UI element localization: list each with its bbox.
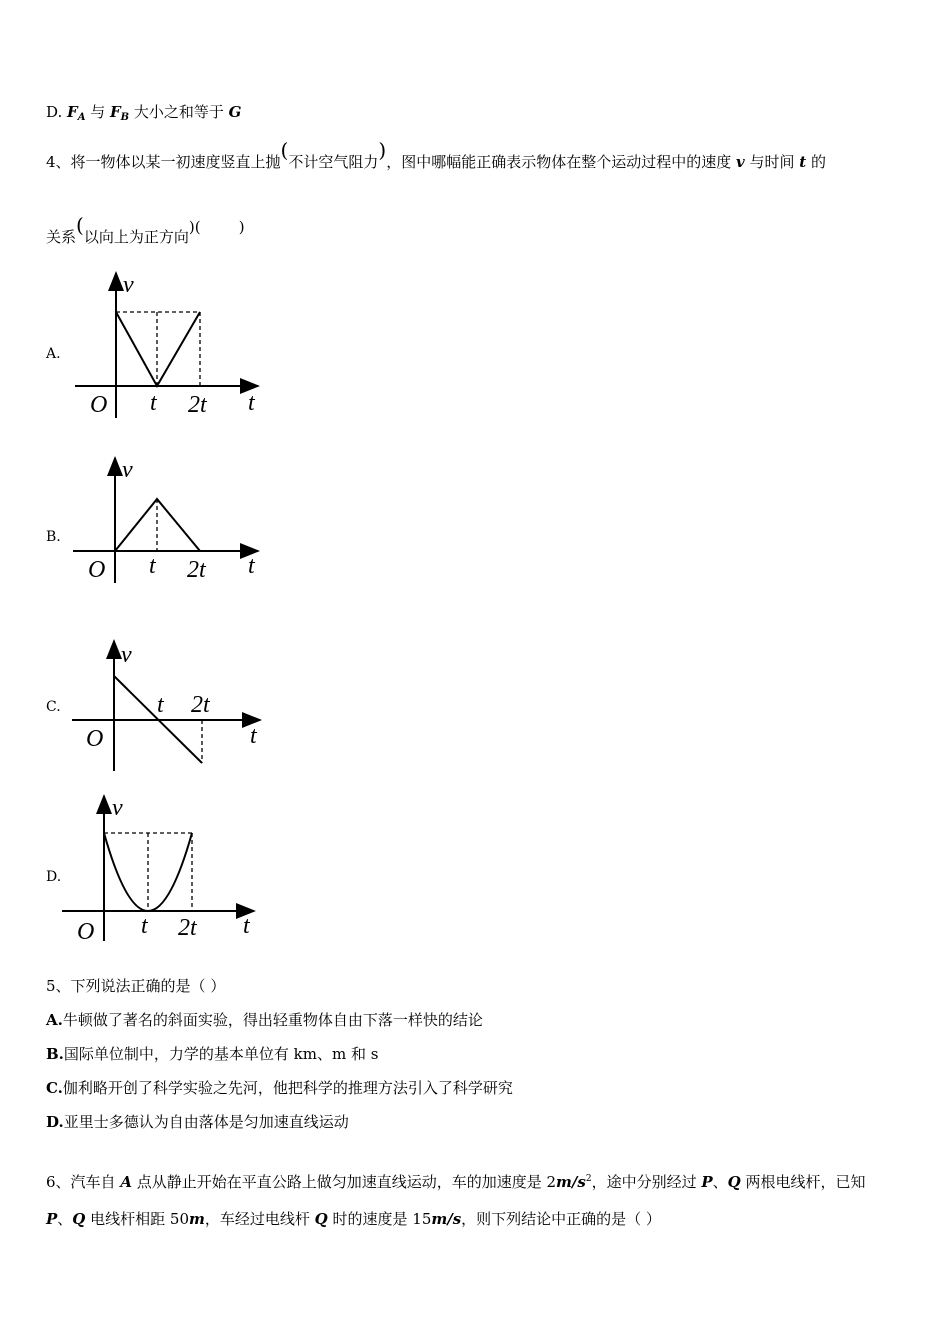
q6-l2-text-c: 时的速度是 15 [327,1210,432,1228]
q5-option-d-label: D. [46,1113,64,1131]
q6-dun: 、 [712,1173,728,1191]
q4-answer-paren [189,218,245,236]
q5-option-b-label: B. [46,1045,64,1063]
q5-option-c-label: C. [46,1079,63,1097]
q6-l2-text-b: ，车经过电线杆 [204,1210,315,1228]
label-2t: 2t [191,692,210,718]
q4-paren-close: ) [378,138,387,162]
label-t: t [150,390,157,416]
velocity-line [116,312,200,386]
q4-option-b-label[interactable]: B. [46,529,61,545]
label-o: O [90,392,108,418]
label-t-axis: t [248,553,255,579]
q4-var-v: v [735,153,745,171]
q6-stem-line1 [46,1171,866,1192]
label-2t: 2t [188,392,207,418]
label-t-axis: t [250,723,257,749]
q4-option-a-graph[interactable] [70,268,270,423]
q4-text-e: 的 [806,153,826,171]
q5-option-d-text: 亚里士多德认为自由落体是匀加速直线运动 [63,1113,349,1131]
q5-option-a-text: 牛顿做了著名的斜面实验，得出轻重物体自由下落一样快的结论 [62,1011,483,1029]
q5-option-c[interactable] [46,1077,513,1098]
q4-text-f: 关系 [46,228,77,246]
weight-g: G [228,103,242,121]
q4-stem-line1 [46,138,826,172]
label-o: O [86,726,104,752]
q6-l2-point-q2: Q [314,1210,328,1228]
q5-option-d[interactable] [46,1111,349,1132]
label-v: v [123,272,134,298]
label-t: t [149,553,156,579]
q6-l2-dun: 、 [57,1210,73,1228]
q5-option-b-text: 国际单位制中，力学的基本单位有 km、m 和 s [63,1045,379,1063]
q6-text-c: ，途中分别经过 [591,1173,702,1191]
q4-answer-blank[interactable] [201,218,239,236]
q5-option-b[interactable] [46,1043,378,1064]
q6-unit-ms-2: m/s [431,1210,462,1228]
label-v: v [122,457,133,483]
q6-text-d: 两根电线杆，已知 [740,1173,866,1191]
label-v: v [121,642,132,668]
q4-option-d-label[interactable]: D. [46,869,62,885]
label-v: v [112,795,123,821]
q4-option-c-graph[interactable] [70,638,270,773]
q3-option-d [46,101,241,123]
q4-paren-open: ( [280,138,289,162]
label-t: t [141,913,148,939]
q6-l2-point-q: Q [72,1210,86,1228]
label-2t: 2t [187,557,206,583]
q4-text-b: 不计空气阻力 [288,153,379,171]
q4-stem-line2 [46,213,245,247]
q6-unit-m: m [189,1210,205,1228]
q4-option-d-graph[interactable] [60,793,260,943]
force-fa-sub: A [77,112,86,123]
force-fb: F [110,103,121,121]
label-t-axis: t [248,390,255,416]
q4-text-c: ，图中哪幅能正确表示物体在整个运动过程中的速度 [386,153,736,171]
q6-l2-point-p: P [46,1210,58,1228]
q3-d-text-1: 与 [85,103,110,121]
q5-option-c-text: 伽利略开创了科学实验之先河，他把科学的推理方法引入了科学研究 [62,1079,513,1097]
force-fb-sub: B [120,112,130,123]
q4-option-c-label[interactable]: C. [46,699,61,715]
label-2t: 2t [178,915,197,941]
q4-option-a-label[interactable]: A. [46,346,61,362]
q5-option-a[interactable] [46,1009,483,1030]
q4-answer-close: ) [238,218,245,236]
q4-text-g: 以向上为正方向 [83,228,189,246]
q6-point-p: P [701,1173,713,1191]
q6-sup-2: 2 [585,1174,592,1184]
q6-l2-text-a: 电线杆相距 50 [85,1210,189,1228]
q4-paren-open-2: ( [76,213,84,237]
q6-unit-ms: m/s [556,1173,586,1191]
q6-point-q: Q [727,1173,741,1191]
q3-option-d-label: D. [46,103,68,121]
q6-text-b: 点从静止开始在平直公路上做匀加速直线运动，车的加速度是 2 [131,1173,557,1191]
q6-stem-line2 [46,1208,661,1229]
q3-d-text-2: 大小之和等于 [129,103,229,121]
q4-text-d: 与时间 [744,153,800,171]
q6-text-a: 6、汽车自 [46,1173,121,1191]
q5-option-a-label: A. [46,1011,63,1029]
q4-text-a: 4、将一物体以某一初速度竖直上抛 [46,153,281,171]
label-o: O [88,557,106,583]
force-fa: F [67,103,78,121]
label-t-axis: t [243,913,250,939]
label-o: O [77,919,95,945]
q6-point-a: A [120,1173,132,1191]
q4-option-b-graph[interactable] [70,455,270,590]
label-t: t [157,692,164,718]
q4-answer-open: )( [188,218,201,236]
q5-stem: 5、下列说法正确的是（ ） [46,977,226,995]
q6-l2-text-d: ，则下列结论中正确的是（ ） [461,1210,661,1228]
q4-var-t: t [799,153,807,171]
